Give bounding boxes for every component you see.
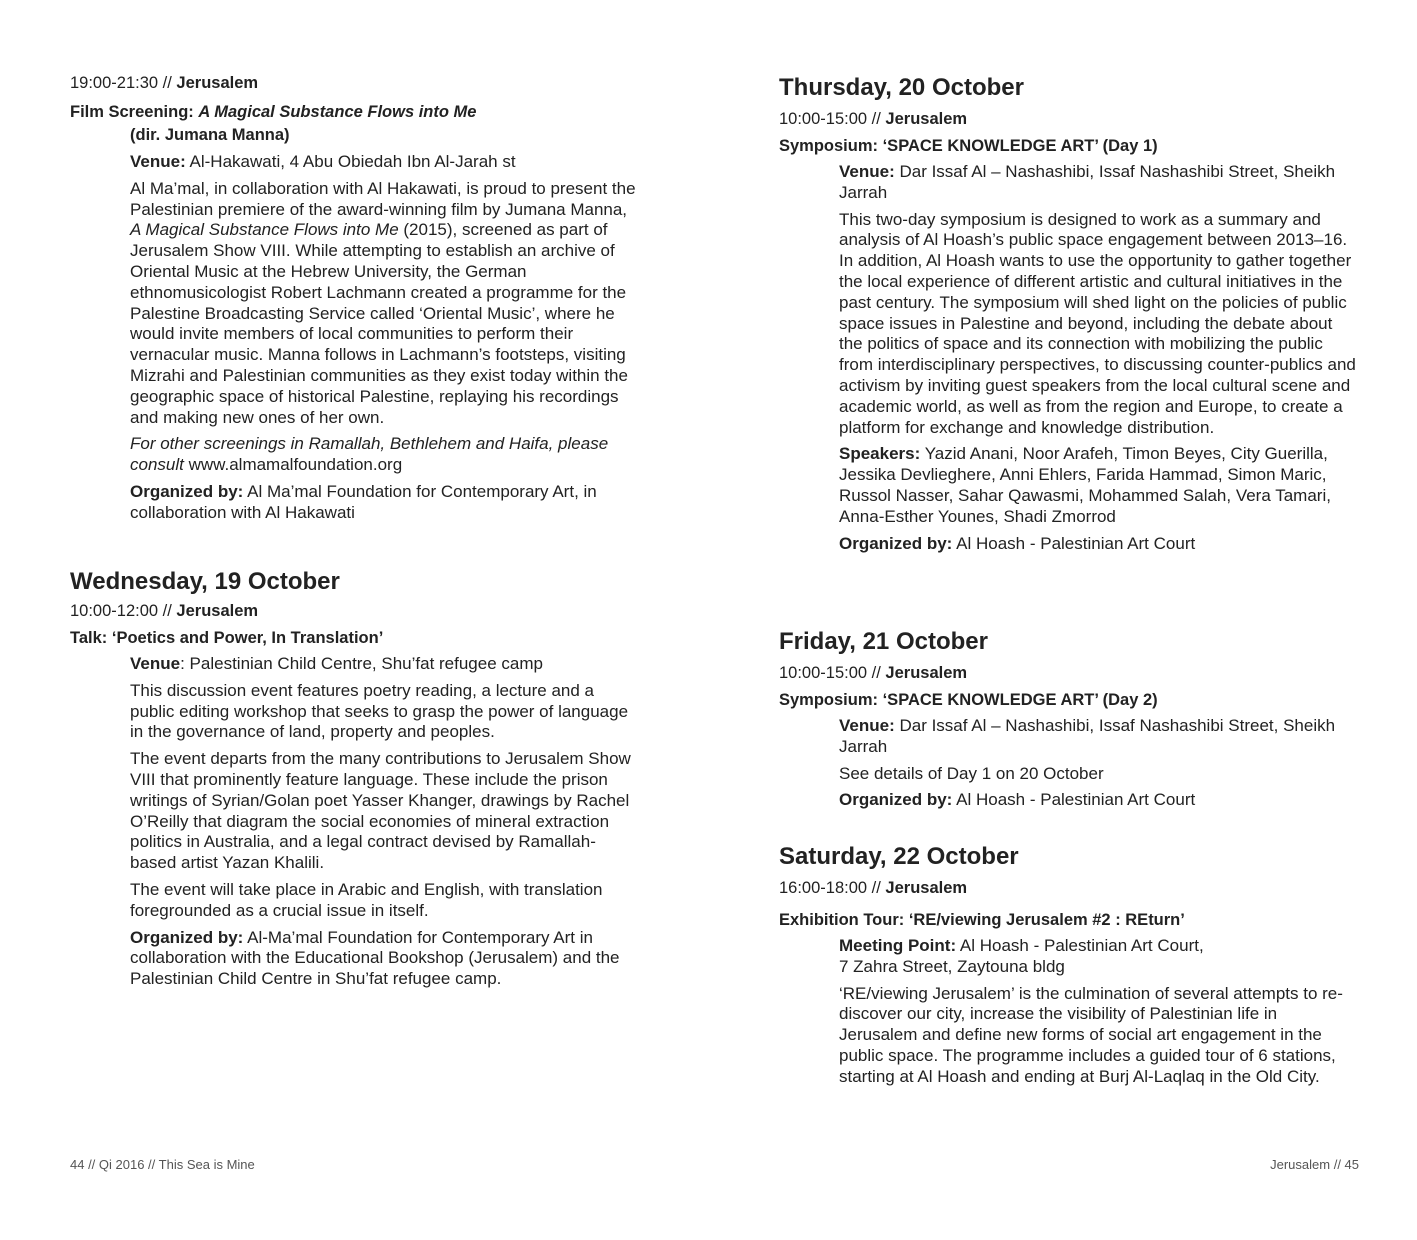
time-range: 16:00-18:00 // [779, 879, 886, 897]
event-body [70, 152, 640, 524]
organizer-label: Organized by: [130, 481, 244, 501]
speakers-label: Speakers: [839, 444, 921, 464]
city-name: Jerusalem [176, 602, 259, 620]
event-film-screening [70, 73, 640, 524]
event-body [779, 716, 1359, 811]
organizer-line [839, 790, 1359, 811]
organizer-text: Al Ma’mal Foundation for Contemporary Art, in collaboration with Al Hakawati [130, 481, 597, 522]
city-name: Jerusalem [885, 664, 968, 682]
meeting-point-label: Meeting Point: [839, 936, 957, 955]
organizer-text: Al Hoash - Palestinian Art Court [952, 790, 1196, 810]
day-section-thursday [779, 73, 1359, 554]
organizer-label: Organized by: [839, 790, 953, 810]
time-range: 10:00-15:00 // [779, 664, 886, 682]
organizer-line [130, 928, 640, 990]
meeting-point-text: Al Hoash - Palestinian Art Court, [956, 936, 1204, 955]
event-description: This two-day symposium is designed to work as a summary and analysis of Al Hoash’s public space engagement between 2013–16. In addition, Al Hoash wants to use the opportunity to gather together the local experience of different artistic and cultural initiatives in the past century. The symposium will shed light on the policies of public space issues in Palestine and beyond, including the debate about the politics of space and its connection with mobilizing the public from interdisciplinary perspectives, to discussing counter-publics and activism by inviting guest speakers from the local cultural scene and academic world, as well as from the region and Europe, to create a platform for exchange and knowledge distribution. [839, 209, 1356, 437]
speakers-line [839, 444, 1359, 527]
venue-text: Dar Issaf Al – Nashashibi, Issaf Nashashibi Street, Sheikh Jarrah [839, 716, 1336, 756]
venue-line [839, 716, 1359, 758]
title-prefix: Film Screening: [70, 103, 199, 121]
day-section-wednesday [70, 567, 640, 990]
event-body [779, 162, 1359, 554]
venue-text: : Palestinian Child Centre, Shu’fat refugee camp [180, 654, 543, 673]
venue-text: Dar Issaf Al – Nashashibi, Issaf Nashashibi Street, Sheikh Jarrah [839, 162, 1336, 202]
day-section-saturday [779, 842, 1359, 1088]
venue-line [130, 654, 640, 675]
meeting-point-line [839, 936, 1359, 978]
event-title: Exhibition Tour: ‘RE/viewing Jerusalem #2 : REturn’ [779, 911, 1185, 929]
event-description: ‘RE/viewing Jerusalem’ is the culmination of several attempts to re-discover our city, increase the visibility of Palestinian life in Jerusalem and define new forms of social art engagement in the public space. The programme includes a guided tour of 6 stations, starting at Al Hoash and ending at Burj Al-Laqlaq in the Old City. [839, 983, 1343, 1086]
page-footer-right: Jerusalem // 45 [1270, 1157, 1359, 1172]
day-section-friday [779, 627, 1359, 811]
meeting-point-address: 7 Zahra Street, Zaytouna bldg [839, 956, 1065, 976]
organizer-text: Al-Ma’mal Foundation for Contemporary Art in collaboration with the Educational Bookshop (Jerusalem) and the Palestinian Child Centre in Shu’fat refugee camp. [130, 927, 620, 989]
website-text: www.almamalfoundation.org [183, 455, 403, 475]
venue-label: Venue [130, 654, 181, 673]
event-body [70, 654, 640, 990]
city-name: Jerusalem [176, 74, 259, 92]
venue-label: Venue: [839, 716, 895, 735]
venue-label: Venue: [130, 152, 186, 171]
day-heading: Friday, 21 October [779, 628, 988, 655]
event-subtitle: (dir. Jumana Manna) [130, 126, 290, 144]
venue-label: Venue: [839, 162, 895, 181]
organizer-line [130, 482, 640, 524]
event-description: The event departs from the many contributions to Jerusalem Show VIII that prominently feature language. These include the prison writings of Syrian/Golan poet Yasser Khanger, drawings by Rachel O’Reilly that diagram the social economies of mineral extraction politics in Australia, and a legal contract devised by Ramallah-based artist Yazan Khalili. [130, 749, 631, 873]
organizer-line [839, 534, 1359, 555]
page-footer-left: 44 // Qi 2016 // This Sea is Mine [70, 1157, 255, 1172]
event-description: The event will take place in Arabic and English, with translation foregrounded as a crucial issue in itself. [130, 879, 603, 920]
event-description [130, 179, 640, 429]
venue-line [130, 152, 640, 173]
event-description: See details of Day 1 on 20 October [839, 763, 1104, 783]
event-title: Symposium: ‘SPACE KNOWLEDGE ART’ (Day 2) [779, 691, 1158, 709]
time-range: 19:00-21:30 // [70, 74, 177, 92]
event-title: Symposium: ‘SPACE KNOWLEDGE ART’ (Day 1) [779, 137, 1158, 155]
city-name: Jerusalem [885, 879, 968, 897]
venue-line [839, 162, 1359, 204]
film-title: A Magical Substance Flows into Me [198, 103, 477, 121]
description-italic: A Magical Substance Flows into Me [130, 220, 399, 240]
speakers-text: Yazid Anani, Noor Arafeh, Timon Beyes, City Guerilla, Jessika Devlieghere, Anni Ehlers, Farida Hammad, Simon Maric, Russol Nasser, Sahar Qawasmi, Mohammed Salah, Vera Tamari, Anna-Esther Younes, Shadi Zmorrod [839, 444, 1331, 526]
event-time [779, 109, 1359, 130]
day-heading: Saturday, 22 October [779, 843, 1019, 870]
event-time [70, 601, 640, 622]
city-name: Jerusalem [885, 110, 968, 128]
other-screenings-text: For other screenings in Ramallah, Bethlehem and Haifa, please consult [130, 434, 609, 475]
event-description: This discussion event features poetry reading, a lecture and a public editing workshop that seeks to grasp the power of language in the governance of land, property and peoples. [130, 680, 629, 742]
organizer-text: Al Hoash - Palestinian Art Court [952, 533, 1196, 553]
organizer-label: Organized by: [130, 927, 244, 947]
description-part: (2015), screened as part of Jerusalem Show VIII. While attempting to establish an archive of Oriental Music at the Hebrew University, the German ethnomusicologist Robert Lachmann created a programme for the Palestine Broadcasting Service called ‘Oriental Music’, where he would invite members of local communities to perform their vernacular music. Manna follows in Lachmann’s footsteps, visiting Mizrahi and Palestinian communities as they exist today within the geographic space of historical Palestine, replaying his recordings and making new ones of her own. [130, 220, 628, 427]
event-time [779, 663, 1359, 684]
event-title: Talk: ‘Poetics and Power, In Translation’ [70, 629, 384, 647]
description-part: Al Ma’mal, in collaboration with Al Hakawati, is proud to present the Palestinian premiere of the award-winning film by Jumana Manna, [130, 178, 636, 219]
time-range: 10:00-15:00 // [779, 110, 886, 128]
day-heading: Thursday, 20 October [779, 74, 1024, 101]
event-time [70, 73, 640, 94]
event-time [779, 878, 1359, 899]
venue-text: Al-Hakawati, 4 Abu Obiedah Ibn Al-Jarah st [185, 152, 516, 171]
other-screenings-note [130, 434, 640, 476]
event-title [70, 101, 640, 124]
event-body [779, 936, 1359, 1088]
time-range: 10:00-12:00 // [70, 602, 177, 620]
day-heading: Wednesday, 19 October [70, 568, 340, 595]
organizer-label: Organized by: [839, 533, 953, 553]
